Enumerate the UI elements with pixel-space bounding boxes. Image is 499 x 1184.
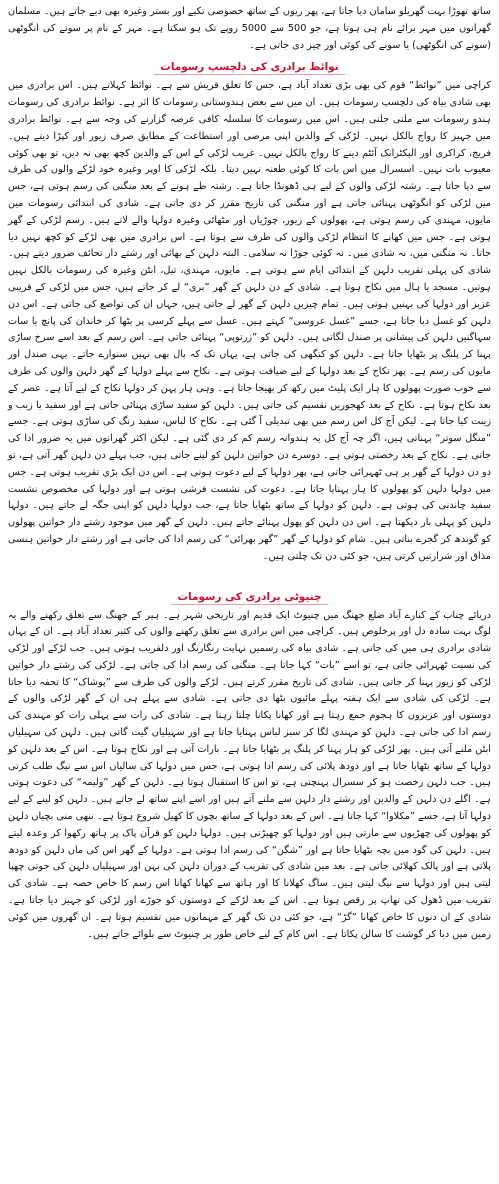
section-paragraph-chiniot: دریائے چناب کے کنارے آباد ضلع جھنگ میں چنیوٹ ایک قدیم اور تاریخی شہر ہے۔ ہیر کے جھنگ سے تعلق رکھنے والے یہ لوگ بہت سادہ دل اور پرخلوص ہیں۔ کراچی میں اس برادری سے تعلق رکھنے والوں کی کثیر تعداد آباد ہے۔ ان کے یہاں شادی برادری ہی میں کی جاتی ہے۔ شادی بیاہ کی رسمیں نہایت رنگارنگ اور دلفریب ہوتی ہیں۔ جب لڑکے اور لڑکی کی نسبت ٹھہرائی جاتی ہے، تو اسے ”بات“ کہا جاتا ہے۔ منگنی کی رسم ادا کی جاتی ہے۔ لڑکی کی رشتے دار خواتین لڑکی کو زیور پہنا کر جاتی ہیں۔ شادی کی تاریخ مقرر کرتے ہیں۔ لڑکے والوں کی طرف سے ”پوشاک“ کا تحفہ دیا جاتا ہے۔ لڑکی کی شادی سے ایک ہفتہ پہلے مائیوں بٹھا دی جاتی ہے۔ شادی سے پہلے ہی ان کے گھر لڑکی والوں کے دوستوں اور عزیزوں کا ہجوم جمع رہتا ہے اور کھانا پکانا چلتا رہتا ہے۔ شادی کی رات سے پہلی رات کو مہندی کی رسم ادا کی جاتی ہے۔ دلہن کو مہندی لگا کر سبز لباس پہنایا جاتا ہے اور سہیلیاں گیت گاتی ہیں۔ دلہن کی سہیلیاں ابٹن ملنے آتی ہیں۔ پھر لڑکی کو ہار پہنا کر پلنگ پر بٹھایا جاتا ہے۔ بارات آتی ہے اور نکاح ہوتا ہے۔ اس کے بعد دلہن کو دولہا کے ساتھ بٹھایا جاتا ہے اور دودھ پلائی کی رسم ادا ہوتی ہے، جس میں دولہا کی سالیاں اس سے نیگ طلب کرتی ہیں۔ جب دلہن رخصت ہو کر سسرال پہنچتی ہے، تو اس کا استقبال ہوتا ہے۔ دلہن کے گھر ”ولیمہ“ کی دعوت ہوتی ہے۔ اگلے دن دلہن کے والدین اور رشتے دار دلہن سے ملنے آتے ہیں اور اسے اپنے ساتھ لے جاتے ہیں۔ دلہن کو لینے کے لیے دولہا آتا ہے، جسے ”مکلاوا“ کہا جاتا ہے۔ اس کے بعد دولہا کے ساتھ بچوں کا کھیل شروع ہوتا ہے۔ ننھی منی بچیاں دلہن کو پھولوں کی چھڑیوں سے مارتی ہیں اور دولہا کو چھیڑتی ہیں۔ دولہا دلہن کو قرآن پاک پر ہاتھ رکھوا کر وعدہ لیتے ہیں۔ دلہن کی گود میں بچہ بٹھایا جاتا ہے اور ”شگن“ کی رسم ادا ہوتی ہے۔ دولہا کے گھر اس کی ماں دلہن کو دودھ پلاتی ہے اور پالک کھلائی جاتی ہے۔ بعد میں شادی کی تقریب کے دوران دلہن کی بہن اور سہیلیاں دلہن کی جوتی چھپا لیتی ہیں اور دولہا سے نیگ لیتی ہیں۔ ساگ کھلانا کا اور ہاتھ سے کھانا کھانا اس رسم کا خاص حصہ ہے۔ شادی کی تقریب میں ڈھول کی تھاپ پر رقص ہوتا ہے۔ اس کے بعد لڑکے کے دوستوں کو جوڑے اور لڑکی کو جہیز دیا جاتا ہے۔ شادی کے ان دنوں کا خاص کھانا ”گڑ“ ہے، جو کئی دن تک گھر کے مہمانوں میں تقسیم ہوتا ہے۔ ان گھروں میں کوئی زمین میں دبا کر گوشت کا سالن پکاتا ہے۔ اس کام کے لیے خاص طور پر چنیوٹ سے بلوائے جاتے ہیں۔ [8,609,491,940]
section-heading-chiniot [8,590,491,605]
intro-paragraph: ساتھ تھوڑا بہت گھریلو سامان دیا جاتا ہے، پھر ریوں کے ساتھ خصوصی تکیے اور بستر وغیرہ بھی دیے جاتے ہیں۔ مسلمان گھرانوں میں مہر برائے نام ہی ہوتا ہے، جو 500 سے 5000 روپے تک ہو سکتا ہے۔ مہر کے نام پر سونے کی انگوٹھی (سونے کی انگوٹھی) یا سونے کی کوئی اور چیز دی جاتی ہے۔ [8,6,491,51]
section-paragraph-nawait: کراچی میں ”نوائط“ قوم کی بھی بڑی تعداد آباد ہے، جس کا تعلق قریش سے ہے۔ نوائط کہلاتے ہیں۔ اس برادری میں بھی شادی بیاہ کی دلچسپ رسومات ہیں۔ ان میں سے بعض ہندوستانی رسومات کا اثر ہے۔ نوائط برادری کی رسومات ہندو رسومات سے ملتی جلتی ہیں۔ اس میں رسومات کا سلسلہ کافی عرصہ گزارنے کی وجہ سے ہے۔ نوائط برادری میں جہیز کا رواج بالکل نہیں۔ لڑکی کے والدین اپنی مرضی اور استطاعت کے مطابق صرف زیور اور کپڑا دیتے ہیں۔ فریج، کراکری اور الیکٹرانک آئٹم دینے کا رواج بالکل نہیں۔ غریب لڑکی کے اس کے والدین کچھ بھی نہ دیں، تو بھی کوئی معیوب بات نہیں۔ اسسرال میں اس بات کا کوئی طعنہ نہیں دیتا۔ بلکہ لڑکی کا اوپر وغیرہ خود لڑکے والوں کی طرف سے دیا جاتا ہے۔ رشتہ لڑکی والوں کے لیے ہی ڈھونڈا جاتا ہے۔ رشتہ طے ہونے کے بعد منگنی کی رسم ہوتی ہے، جس میں لڑکی کو انگوٹھی پہنائی جاتی ہے اور منگنی کی تاریخ مقرر کر دی جاتی ہے۔ شادی کی ابتدائی رسومات میں مایوں، مہندی کی رسم ہوتی ہے، پھولوں کے زیور، چوڑیاں اور مٹھائی وغیرہ دولہا والے لاتے ہیں۔ رسم لڑکی کے گھر ہوتی ہے۔ جس میں کھانے کا انتظام لڑکی والوں کی طرف سے ہوتا ہے۔ اس برادری میں بھی لڑکے کو کچھ نہیں دیا جاتا۔ نہ منگنی میں، نہ شادی میں۔ نہ کوئی جوڑا نہ سلامی۔ البتہ دلہن کے بھائی اور رشتے دار تحائف ضرور دیتے ہیں۔ شادی کی پہلی تقریب دلہن کے ابتدائی ایام سے ہوتی ہے۔ مایوں، مہندی، تیل، ابٹن وغیرہ کی رسومات بالکل نہیں ہوتیں۔ مسجد یا ہال میں نکاح ہوتا ہے۔ شادی کے دن دلہن کے گھر ”بری“ لے کر جاتے ہیں، جس میں لڑکی کے قریبی عزیز اور دولہا کی بہنیں ہوتی ہیں۔ تمام چیزیں دلہن کے گھر لے جاتی ہیں، جہاں ان کی تواضع کی جاتی ہے۔ اس دن دلہن کو غسل دیا جاتا ہے، جسے ”غسل عروسی“ کہتے ہیں۔ غسل سے پہلے کرسی پر بٹھا کر خاندان کی پانچ یا سات سہاگنیں دلہن کی پیشانی پر صندل لگاتی ہیں۔ دلہن کو ”زرتوپی“ پہنائی جاتی ہے۔ اس رسم کے بعد اسے سرخ ساڑی پہنا کر پلنگ پر بٹھایا جاتا ہے۔ دلہن کو کنگھی کی جاتی ہے، یہاں تک کہ بال بھی نہیں سنوارے جاتے۔ یہی صندل اور مایوں کی رسم ہے۔ پھر نکاح کے بعد دولہا کے لیے ضیافت ہوتی ہے۔ نکاح سے پہلے دولہا کے گھر دلہن والوں کی طرف سے خوب صورت پھولوں کا ہار ایک پلیٹ میں رکھ کر بھیجا جاتا ہے۔ وہی ہار پہن کر دولہا نکاح کے لیے آتا ہے۔ عصر کے بعد نکاح ہوتا ہے۔ نکاح کے بعد کھجوریں تقسیم کی جاتی ہیں۔ دلہن کو سفید ساڑی پہنائی جاتی ہے اور سفید یا زیب و زینت کیا جاتا ہے۔ لیکن آج کل اس رسم میں بھی تبدیلی آ گئی ہے۔ نکاح کا لباس، سفید رنگ کی ساڑی ہوتی ہے۔ جسے ”منگل سوتر“ پہناتی ہیں، اگر چہ آج کل یہ ہندوانہ رسم کم کر دی گئی ہے۔ لیکن اکثر گھرانوں میں یہ ضرور ادا کی جاتی ہے۔ نکاح کے بعد رخصتی ہوتی ہے۔ دوسرے دن خواتین دلہن کو لینے جاتی ہیں، جب پہلے دن دلہن گھر آتی ہے، تو دو دن دولہا کے گھر پر ہی ٹھہرائی جاتی ہے، پھر دولہا کے لیے دعوت ہوتی ہے۔ اس دن ایک بڑی تقریب ہوتی ہے۔ جس میں دولہا دلہن کو پھولوں کا ہار پہنایا جاتا ہے۔ دعوت کی نشست فرشی ہوتی ہے اور دولہا کی مخصوص نشست سفید چاندنی کی ہوتی ہے۔ دلہن کو دولہا کے ساتھ بٹھایا جاتا ہے، جب دولہا دلہن کو اپنی جگہ لے جاتے ہیں۔ دولہا دلہن کو پہلی بار دیکھتا ہے۔ اس دن دلہن کو پھول پہنائے جاتے ہیں۔ دلہن کے گھر میں موجود رشتے دار خواتین پھولوں کو گوندھ کر گجرے بناتی ہیں۔ شام کو دولہا کے گھر ”گھر بھرائی“ کی رسم ادا کی جاتی ہے اور رشتے دار خواتین ہنسی مذاق اور شرارتیں کرتی ہیں، جو کئی دن تک چلتی ہیں۔ [8,80,491,562]
section-heading-nawait [8,60,491,75]
section-heading-nawait-text: نوائط برادری کی دلچسپ رسومات [154,61,344,75]
section-heading-chiniot-text: چنیوٹی برادری کی رسومات [171,591,327,605]
